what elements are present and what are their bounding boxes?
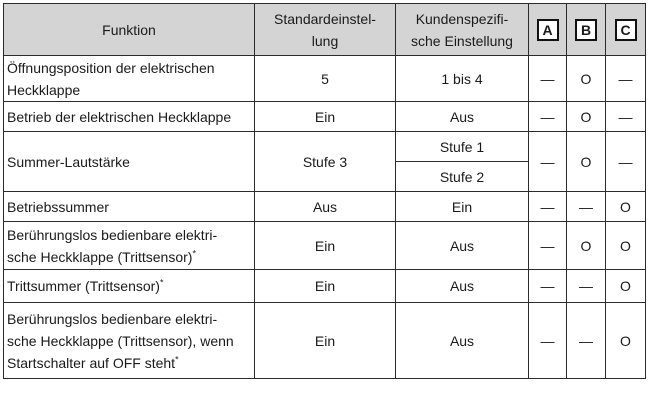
funktion-line: Öffnungsposition der elektrischen	[7, 59, 215, 76]
dash-mark: —	[579, 332, 593, 349]
circle-mark: O	[580, 108, 592, 125]
col-c-cell	[606, 270, 646, 303]
funktion-cell	[4, 56, 255, 102]
table-row	[4, 270, 646, 303]
footnote-asterisk: *	[192, 247, 196, 258]
col-a-cell	[529, 192, 567, 222]
col-a-cell	[529, 270, 567, 303]
funktion-line: Berührungslos bedienbare elektri-	[7, 226, 218, 243]
header-col-a	[529, 4, 567, 56]
dash-mark: —	[618, 108, 633, 125]
footnote-asterisk: *	[175, 353, 179, 364]
col-a-cell	[529, 303, 567, 379]
funktion-line: Berührungslos bedienbare elektri-	[7, 310, 218, 327]
col-b-cell	[567, 192, 606, 222]
standard-value-cell: Ein	[255, 303, 396, 379]
funktion-line: Betrieb der elektrischen Heckklappe	[7, 108, 232, 125]
col-a-cell	[529, 222, 567, 270]
dash-mark: —	[618, 153, 633, 170]
col-c-badge: C	[615, 19, 637, 41]
funktion-cell	[4, 132, 255, 192]
circle-mark: O	[620, 278, 631, 294]
circle-mark: O	[620, 198, 631, 215]
col-c-cell	[606, 192, 646, 222]
custom-value-cell: Aus	[396, 270, 529, 303]
footnote-asterisk: *	[159, 277, 164, 288]
dash-mark: —	[540, 108, 555, 125]
header-row	[4, 4, 646, 56]
header-funktion: Funktion	[4, 4, 255, 56]
circle-mark: O	[620, 237, 631, 254]
col-a-badge: A	[537, 19, 559, 41]
custom-value-cell: Stufe 1	[396, 132, 529, 162]
funktion-line: Summer-Lautstärke	[7, 153, 130, 170]
header-standardeinstellung: Standardeinstel- lung	[255, 4, 396, 56]
custom-value-cell: Stufe 2	[396, 162, 529, 192]
funktion-cell	[4, 270, 255, 303]
funktion-line: Betriebssummer	[7, 198, 109, 215]
table-row	[4, 222, 646, 270]
table-row	[4, 303, 646, 379]
standard-value-cell: Stufe 3	[255, 132, 396, 192]
header-kundenspezifische-einstellung: Kundenspezifi- sche Einstellung	[396, 4, 529, 56]
standard-value-cell: Ein	[255, 222, 396, 270]
col-c-cell	[606, 222, 646, 270]
funktion-line: Startschalter auf OFF steht*	[7, 353, 179, 371]
dash-mark: —	[540, 332, 555, 349]
table-row	[4, 192, 646, 222]
col-c-cell	[606, 132, 646, 192]
standard-value-cell: Ein	[255, 270, 396, 303]
dash-mark: —	[618, 70, 633, 87]
dash-mark: —	[540, 70, 555, 87]
table-row	[4, 102, 646, 132]
settings-table	[3, 3, 646, 379]
col-b-cell	[567, 303, 606, 379]
funktion-line: Trittsummer (Trittsensor)*	[7, 277, 164, 294]
custom-value-cell: Aus	[396, 303, 529, 379]
table-row	[4, 56, 646, 102]
custom-value-cell: Aus	[396, 102, 529, 132]
col-a-cell	[529, 56, 567, 102]
dash-mark: —	[540, 198, 555, 215]
circle-mark: O	[580, 70, 592, 87]
table-row	[4, 132, 646, 162]
funktion-cell	[4, 102, 255, 132]
standard-value-cell: Ein	[255, 102, 396, 132]
custom-value-cell: 1 bis 4	[396, 56, 529, 102]
col-a-cell	[529, 132, 567, 192]
funktion-cell	[4, 192, 255, 222]
funktion-cell	[4, 222, 255, 270]
dash-mark: —	[579, 278, 593, 294]
col-b-badge: B	[575, 19, 597, 41]
col-a-cell	[529, 102, 567, 132]
custom-value-cell: Aus	[396, 222, 529, 270]
col-b-cell	[567, 56, 606, 102]
header-col-b	[567, 4, 606, 56]
col-c-cell	[606, 303, 646, 379]
col-b-cell	[567, 270, 606, 303]
circle-mark: O	[620, 332, 631, 349]
col-b-cell	[567, 222, 606, 270]
dash-mark: —	[540, 153, 555, 170]
col-b-cell	[567, 102, 606, 132]
col-b-cell	[567, 132, 606, 192]
header-col-c	[606, 4, 646, 56]
standard-value-cell: 5	[255, 56, 396, 102]
circle-mark: O	[580, 237, 592, 254]
col-c-cell	[606, 102, 646, 132]
dash-mark: —	[540, 237, 555, 254]
funktion-line: sche Heckklappe (Trittsensor)*	[7, 247, 196, 265]
standard-value-cell: Aus	[255, 192, 396, 222]
dash-mark: —	[540, 278, 555, 294]
col-c-cell	[606, 56, 646, 102]
funktion-line: sche Heckklappe (Trittsensor), wenn	[7, 332, 234, 349]
dash-mark: —	[579, 198, 593, 215]
funktion-line: Heckklappe	[7, 81, 81, 98]
circle-mark: O	[580, 153, 592, 170]
funktion-cell	[4, 303, 255, 379]
custom-value-cell: Ein	[396, 192, 529, 222]
